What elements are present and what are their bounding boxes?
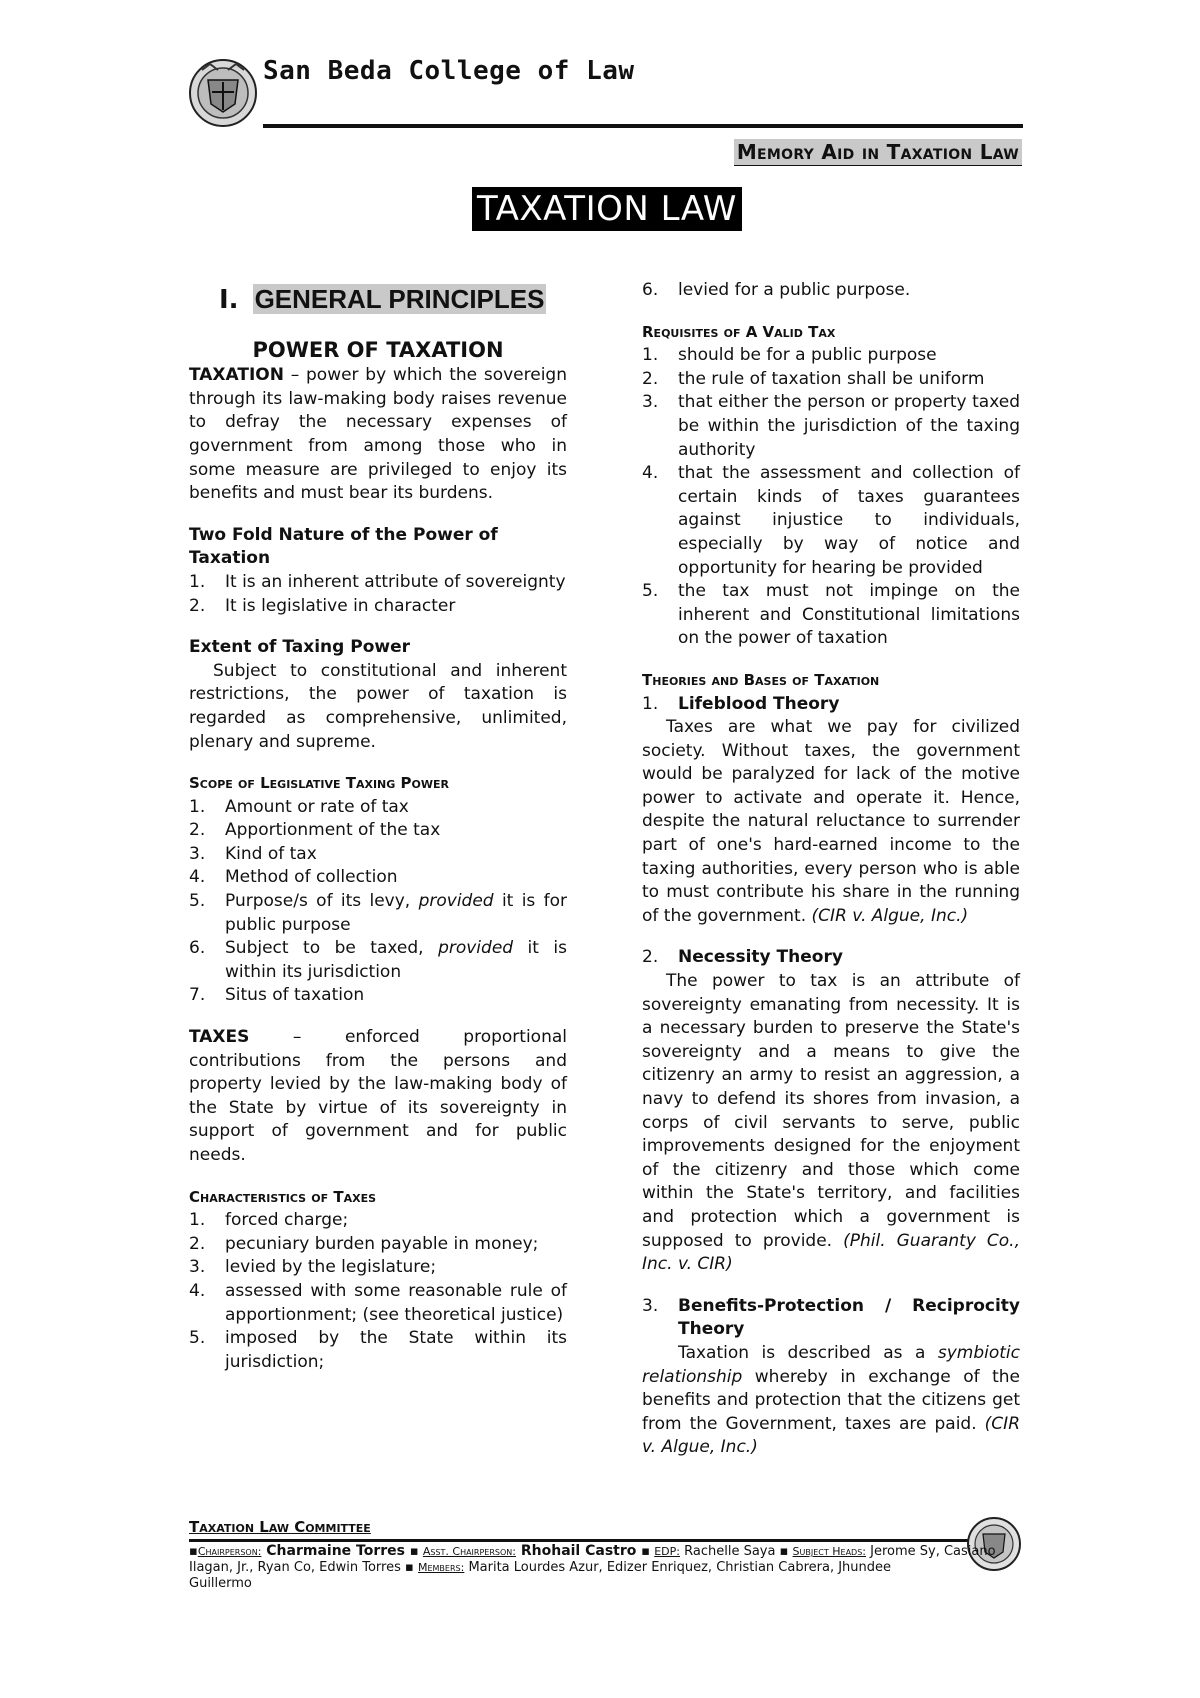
document-title: TAXATION LAW bbox=[472, 187, 742, 231]
twofold-nature-heading: Two Fold Nature of the Power of Taxation bbox=[189, 524, 498, 569]
scope-list bbox=[189, 796, 567, 1008]
list-item: 6. levied for a public purpose. bbox=[642, 280, 911, 300]
list-item: 6. Subject to be taxed, provided it is within its jurisdiction bbox=[189, 938, 568, 982]
footer-credits: ▪Chairperson: Charmaine Torres ▪ Asst. Chairperson: Rhohail Castro ▪ EDP: Rachelle Saya ▪ Subject Heads: Jerome Sy, Casiano Ilagan, Jr., Ryan Co, Edwin Torres ▪ Members: Marita Lourdes Azur, Edizer Enriquez, Christian Cabrera, Jhundee bbox=[189, 1543, 996, 1575]
section-heading bbox=[219, 284, 567, 315]
requisites-list bbox=[642, 344, 1020, 651]
list-item: 4. that the assessment and collection of certain kinds of taxes guarantees against injustice to individuals, especially by way of notice and opportunity for hearing be provided bbox=[642, 463, 1020, 578]
lifeblood-theory-text: Taxes are what we pay for civilized society. Without taxes, the government would be paralyzed for lack of the motive power to activate and operate it. Hence, despite the natural reluctance to surrender part of one's hard-earned income to the taxing authorities, every person who is able to must contribute his share in the running of the government. (CIR v. Algue, Inc.) bbox=[642, 717, 1020, 926]
list-item: 4. assessed with some reasonable rule of apportionment; (see theoretical justice) bbox=[189, 1280, 567, 1325]
list-item: 2. the rule of taxation shall be uniform bbox=[642, 368, 985, 389]
extent-heading: Extent of Taxing Power bbox=[189, 637, 410, 658]
benefits-protection-theory-heading: 3. Benefits-Protection / Reciprocity Theory bbox=[642, 1295, 1020, 1340]
right-column bbox=[642, 279, 1020, 1460]
scope-heading: Scope of Legislative Taxing Power bbox=[189, 774, 449, 793]
requisites-heading: Requisites of A Valid Tax bbox=[642, 322, 836, 341]
taxes-def-text: – enforced proportional contributions from the persons and property levied by the law-making body of the State by virtue of its sovereignty in support of government and for public needs. bbox=[189, 1027, 567, 1165]
power-of-taxation-heading: POWER OF TAXATION bbox=[252, 337, 504, 362]
lifeblood-theory-heading: 1. Lifeblood Theory bbox=[642, 693, 840, 714]
college-name: San Beda College of Law bbox=[263, 56, 635, 86]
subject-banner: Memory Aid in Taxation Law bbox=[734, 139, 1022, 166]
list-item: 1. should be for a public purpose bbox=[642, 345, 937, 366]
theories-heading: Theories and Bases of Taxation bbox=[642, 670, 880, 689]
section-number: I. bbox=[219, 285, 239, 315]
taxation-def-text: – power by which the sovereign through its law-making body raises revenue to defray the necessary expenses of government from among those who in some measure are privileged to enjoy its benefits and must bear its burdens. bbox=[189, 365, 567, 504]
list-item: 2. pecuniary burden payable in money; bbox=[189, 1233, 539, 1254]
list-item: 3. levied by the legislature; bbox=[189, 1257, 437, 1278]
characteristics-heading: Characteristics of Taxes bbox=[189, 1187, 377, 1206]
list-item: 5. the tax must not impinge on the inherent and Constitutional limitations on the power of taxation bbox=[642, 581, 1020, 649]
characteristics-list-continued bbox=[642, 279, 1020, 303]
list-item: 5. imposed by the State within its jurisdiction; bbox=[189, 1328, 567, 1372]
list-item: 3. Kind of tax bbox=[189, 843, 317, 864]
list-item: 7. Situs of taxation bbox=[189, 985, 365, 1006]
list-item: 5. Purpose/s of its levy, provided it is for public purpose bbox=[189, 891, 568, 935]
footer-committee: Taxation Law Committee bbox=[189, 1518, 371, 1536]
benefits-protection-theory-text: Taxation is described as a symbiotic relationship whereby in exchange of the benefits and protection that the citizens get from the Government, taxes are paid. (CIR v. Algue, Inc.) bbox=[642, 1342, 1020, 1458]
header-rule bbox=[263, 124, 1023, 128]
list-item: 2. It is legislative in character bbox=[189, 595, 456, 616]
list-item: 2. Apportionment of the tax bbox=[189, 820, 441, 841]
footer bbox=[189, 1519, 1019, 1592]
taxation-term: TAXATION bbox=[189, 365, 284, 386]
list-item: 1. It is an inherent attribute of sovereignty bbox=[189, 571, 566, 592]
section-title: GENERAL PRINCIPLES bbox=[254, 284, 545, 314]
necessity-theory-heading: 2. Necessity Theory bbox=[642, 947, 843, 968]
college-seal-logo bbox=[188, 58, 258, 128]
necessity-theory-text: The power to tax is an attribute of sovereignty emanating from necessity. It is a necessary burden to preserve the State's sovereignty and a means to give the citizenry an army to resist an aggression, a navy to defend its shores from invasion, a corps of civil servants to serve, public improvements designed for the enjoyment of the citizenry and those which come within the State's territory, and facilities and protection which a government is supposed to provide. (Phil. Guaranty Co., Inc. v. CIR) bbox=[642, 971, 1020, 1275]
left-column bbox=[189, 276, 567, 1374]
taxes-definition bbox=[189, 1026, 567, 1168]
extent-text: Subject to constitutional and inherent restrictions, the power of taxation is regarded as comprehensive, unlimited, plenary and supreme. bbox=[189, 660, 567, 752]
twofold-list bbox=[189, 571, 567, 618]
list-item: 3. that either the person or property taxed be within the jurisdiction of the taxing authority bbox=[642, 392, 1020, 460]
list-item: 1. forced charge; bbox=[189, 1210, 349, 1231]
characteristics-list bbox=[189, 1209, 567, 1374]
list-item: 1. Amount or rate of tax bbox=[189, 796, 409, 817]
footer-credits-last: Guillermo bbox=[189, 1576, 252, 1591]
list-item: 4. Method of collection bbox=[189, 867, 398, 888]
taxes-term: TAXES bbox=[189, 1027, 250, 1048]
taxation-definition bbox=[189, 364, 567, 506]
